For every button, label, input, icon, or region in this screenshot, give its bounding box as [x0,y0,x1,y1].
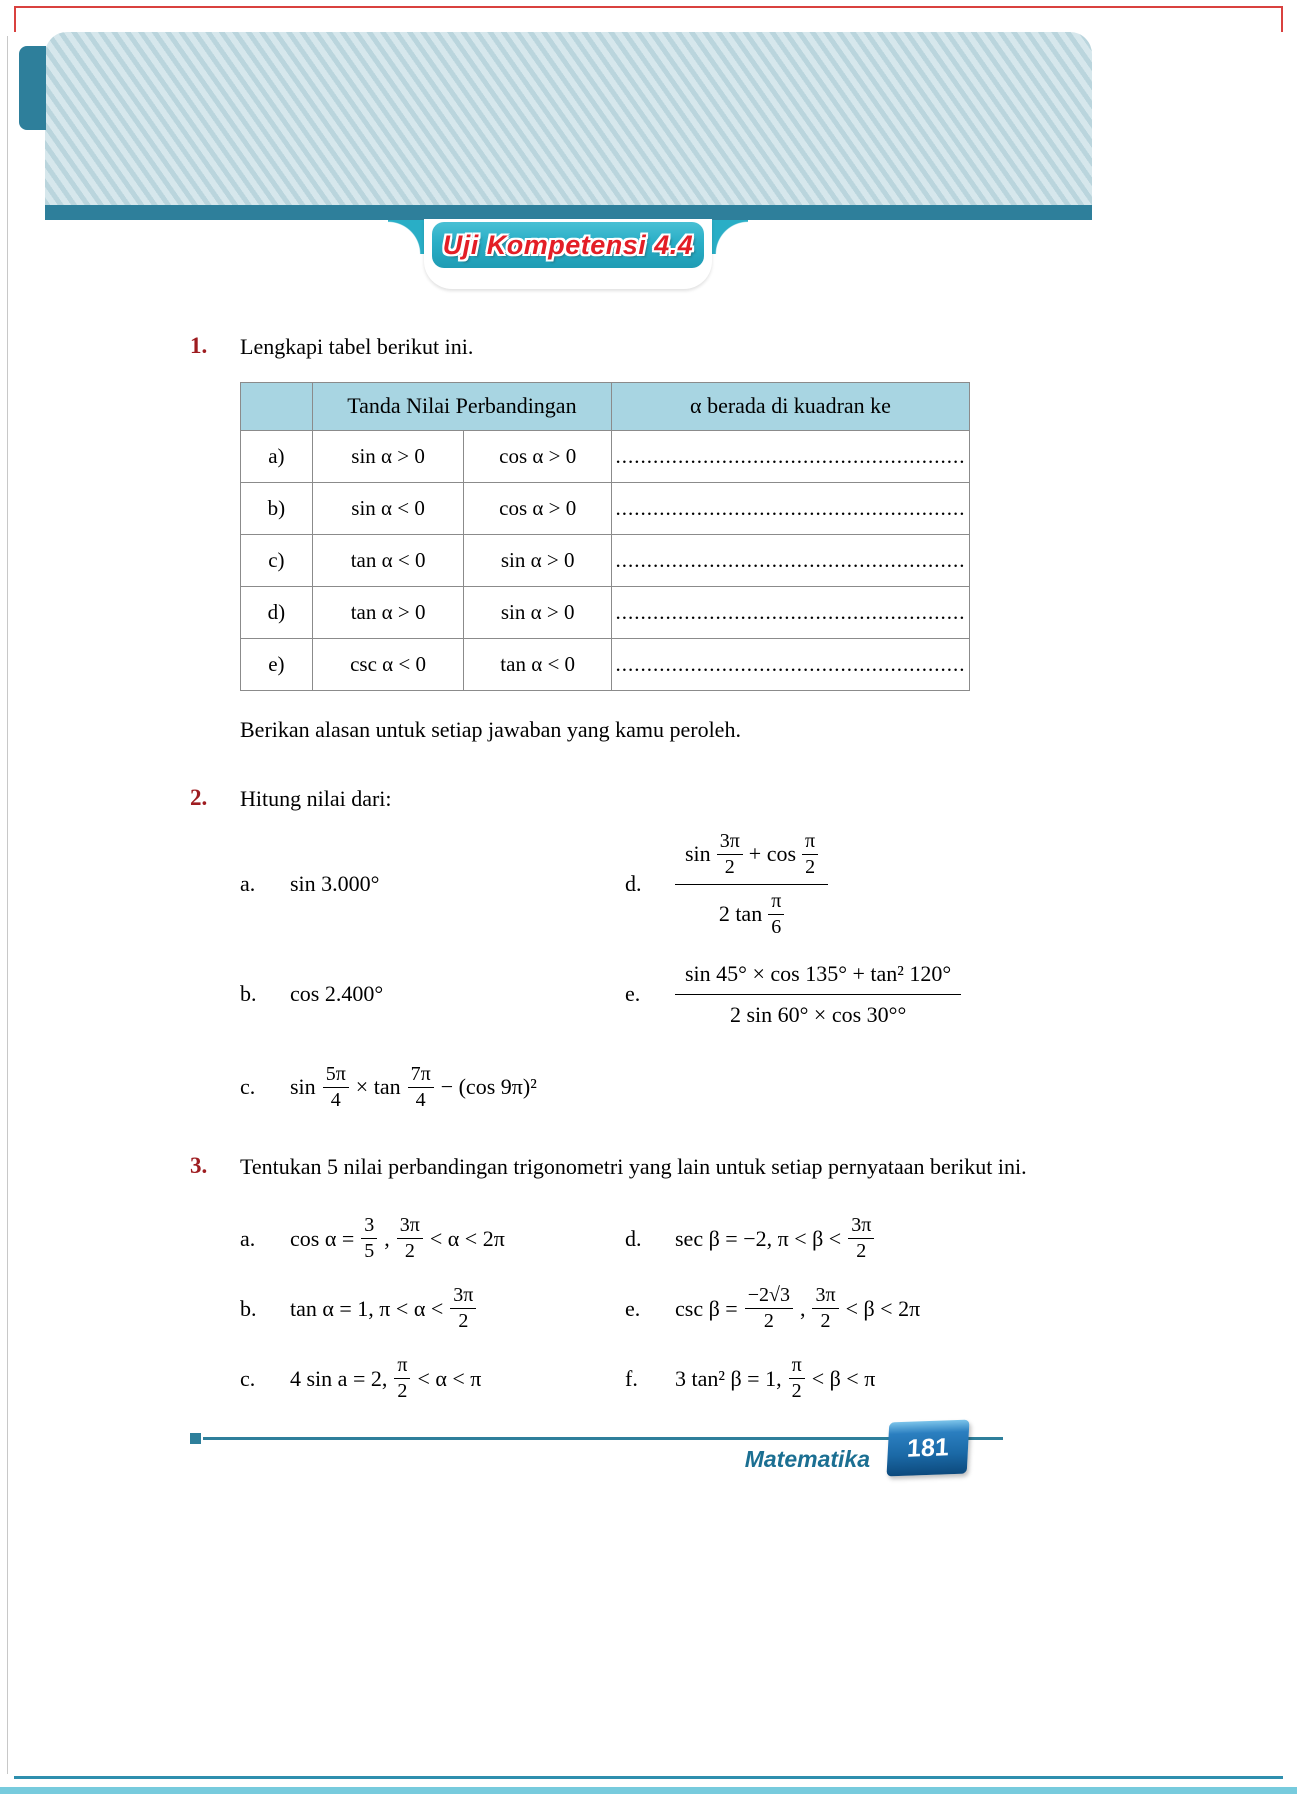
page-number-tab [886,1420,969,1477]
math-expression [675,1284,920,1333]
expr-text: , [384,1225,390,1251]
item-2c [240,1063,625,1112]
row-condition-2: sin α > 0 [464,534,612,586]
expr-text: sin 45° × cos 135° + tan² 120° [685,960,952,986]
fraction: $\frac{7\pi}{4}$ [408,1063,434,1112]
row-a-d [240,828,1092,940]
expr-text: < α < 2π [429,1225,505,1251]
row-condition-1: sin α > 0 [312,430,464,482]
expr-text: sin [290,1074,316,1100]
item-label: f. [625,1365,638,1391]
question-3-body [240,1152,1092,1414]
item-label: c. [240,1365,256,1391]
question-2-prompt: Hitung nilai dari: [240,786,392,812]
header-teal-bar [45,205,1092,220]
answer-blank: ........................................................ [612,534,970,586]
item-2a [240,869,625,899]
item-label: a. [240,1225,256,1251]
item-2b [240,979,625,1009]
table-header-row [241,382,970,430]
question-1-number: 1. [190,333,208,358]
banner-pill [432,222,704,268]
item-3a [240,1214,625,1263]
table-header-group: Tanda Nilai Perbandingan [312,382,611,430]
table-header-empty [241,382,313,430]
fraction-denominator [730,995,906,1030]
answer-blank: ........................................................ [612,638,970,690]
expr-text: 4 sin a = 2, [290,1365,388,1391]
fraction: $\frac{\pi}{2}$ [394,1354,410,1403]
fraction: $\frac{5\pi}{4}$ [323,1063,349,1112]
row-label: e) [241,638,313,690]
question-2-items [240,828,1092,1126]
table-header-quadrant: α berada di kuadran ke [612,382,970,430]
math-expression [675,1214,874,1263]
header-striped-band [45,32,1092,206]
row-b-e [240,940,1092,1048]
expr-text: 3 tan² β = 1, [675,1365,782,1391]
fraction: $\frac{3\pi}{2}$ [848,1214,874,1263]
answer-blank: ........................................................ [612,430,970,482]
row-label: a) [241,430,313,482]
page-border-bottom-line [14,1776,1283,1779]
expr-text: 2 sin 60° × cos 30°° [729,1001,907,1027]
table-row [241,430,970,482]
row-b-e [240,1274,1092,1344]
fraction-numerator [675,959,961,995]
expr-text: < α < π [417,1365,482,1391]
math-expression [290,1354,481,1403]
item-label: a. [240,871,256,897]
expr-text: sin [685,841,711,867]
item-label: b. [240,981,257,1007]
question-2 [190,784,1092,1126]
page-content [190,332,1092,1414]
item-3e [625,1284,1092,1333]
question-3 [190,1152,1092,1414]
row-condition-1: sin α < 0 [312,482,464,534]
row-condition-2: tan α < 0 [464,638,612,690]
question-3-prompt: Tentukan 5 nilai perbandingan trigonometri yang lain untuk setiap pernyataan berikut ini. [240,1154,1027,1180]
page-border-bottom-band [0,1787,1297,1794]
expr-text: × tan [355,1074,401,1100]
expr-text: cos 2.400° [290,981,384,1007]
math-expression [290,869,379,899]
expr-text: < β < π [811,1365,876,1391]
footer-rule-line [203,1437,1003,1440]
question-2-number: 2. [190,785,208,811]
item-label: c. [240,1074,256,1100]
item-label: d. [625,871,642,897]
fraction: $\frac{\pi}{6}$ [768,890,784,939]
row-label: b) [241,482,313,534]
page-border-tick-left [14,6,16,32]
big-fraction [675,830,828,939]
row-label: d) [241,586,313,638]
page-border-top [14,6,1283,8]
math-expression [290,979,383,1009]
question-1-note: Berikan alasan untuk setiap jawaban yang kamu peroleh. [240,716,741,742]
row-condition-1: csc α < 0 [312,638,464,690]
fraction: $\frac{3\pi}{2}$ [450,1284,476,1333]
row-condition-2: cos α > 0 [464,482,612,534]
question-1 [190,332,1092,744]
row-condition-1: tan α > 0 [312,586,464,638]
row-label: c) [241,534,313,586]
item-3f [625,1354,1092,1403]
question-2-body [240,784,1092,1126]
question-3-items [240,1204,1092,1414]
fraction: $\frac{3\pi}{2}$ [717,830,743,879]
expr-text: − (cos 9π)² [440,1074,537,1100]
math-expression [290,1063,537,1112]
math-expression [290,1214,505,1263]
expr-text: sin 3.000° [290,871,380,897]
question-1-body [240,332,1092,744]
math-expression [675,1354,875,1403]
item-2e [625,959,1092,1029]
expr-text: < β < 2π [845,1295,921,1321]
footer-rule-square [190,1433,201,1444]
big-fraction [675,959,961,1029]
page-number: 181 [906,1432,950,1463]
row-a-d [240,1204,1092,1274]
question-1-prompt: Lengkapi tabel berikut ini. [240,334,474,359]
item-label: d. [625,1225,642,1251]
footer-subject-label: Matematika [744,1446,870,1472]
fraction-numerator [675,830,828,885]
expr-text: tan α = 1, π < α < [290,1295,444,1321]
table-row [241,586,970,638]
fraction: $\frac{3}{5}$ [361,1214,377,1263]
expr-text: , [799,1295,806,1321]
row-condition-2: sin α > 0 [464,586,612,638]
item-label: b. [240,1295,257,1321]
table-row [241,638,970,690]
row-condition-2: cos α > 0 [464,430,612,482]
answer-blank: ........................................................ [612,482,970,534]
row-condition-1: tan α < 0 [312,534,464,586]
row-c [240,1048,1092,1126]
banner-curve-right [712,220,748,254]
item-label: e. [625,981,641,1007]
page-border-tick-right [1281,6,1283,32]
banner-tab [424,219,712,289]
table-row [241,482,970,534]
expr-text: cos α = [290,1225,355,1251]
fraction: $\frac{\pi}{2}$ [789,1354,805,1403]
item-2d [625,830,1092,939]
fraction: $\frac{\pi}{2}$ [802,830,818,879]
question-3-number: 3. [190,1153,208,1179]
expr-text: sec β = −2, π < β < [675,1225,842,1251]
item-3c [240,1354,625,1403]
fraction-denominator [719,885,785,939]
header-left-accent-block [19,46,46,130]
comparison-sign-table [240,382,970,691]
math-expression [290,1284,476,1333]
item-3b [240,1284,625,1333]
expr-text: csc β = [675,1295,738,1321]
banner-title: Uji Kompetensi 4.4 [442,229,694,260]
fraction: $\frac{-2√3}{2}$ [745,1284,793,1333]
table-row [241,534,970,586]
answer-blank: ........................................................ [612,586,970,638]
item-label: e. [625,1295,641,1321]
expr-text: + cos [748,841,797,867]
expr-text: 2 tan [718,901,763,927]
row-c-f [240,1344,1092,1414]
fraction: $\frac{3\pi}{2}$ [812,1284,838,1333]
banner-curve-left [388,220,424,254]
item-3d [625,1214,1092,1263]
page-border-left [7,36,8,1774]
fraction: $\frac{3\pi}{2}$ [397,1214,423,1263]
